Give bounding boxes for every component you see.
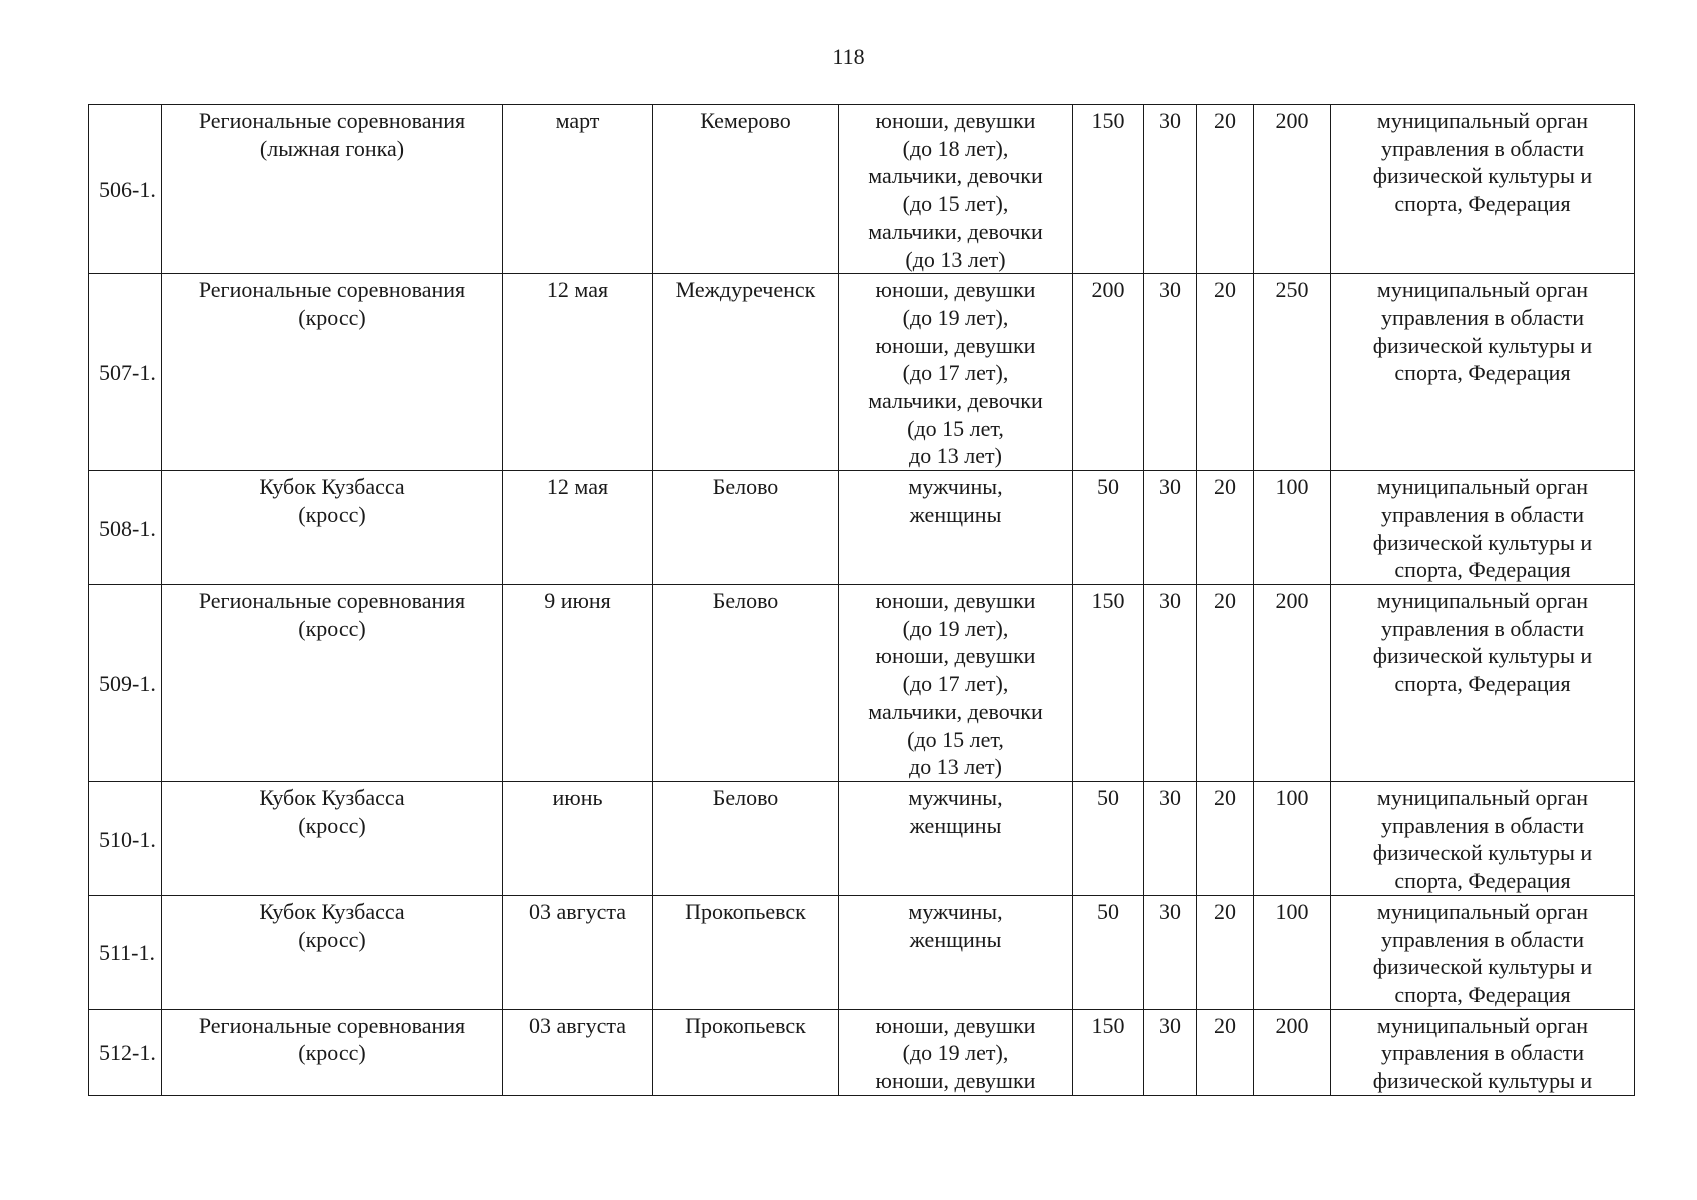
count-col-2: 30 bbox=[1144, 585, 1197, 782]
event-name: Региональные соревнования (кросс) bbox=[162, 274, 503, 471]
count-col-1: 50 bbox=[1073, 895, 1144, 1009]
event-date: 03 августа bbox=[503, 895, 653, 1009]
row-number: 508-1. bbox=[89, 471, 162, 585]
event-organizer: муниципальный орган управления в области физической культуры и спорта, Федерация bbox=[1331, 274, 1635, 471]
row-number: 511-1. bbox=[89, 895, 162, 1009]
count-col-1: 150 bbox=[1073, 105, 1144, 274]
event-participants: мужчины, женщины bbox=[839, 782, 1073, 896]
event-participants: юноши, девушки (до 19 лет), юноши, девушки (до 17 лет), мальчики, девочки (до 15 лет, до 13 лет) bbox=[839, 274, 1073, 471]
event-date: март bbox=[503, 105, 653, 274]
count-col-3: 20 bbox=[1197, 471, 1254, 585]
event-organizer: муниципальный орган управления в области физической культуры и спорта, Федерация bbox=[1331, 895, 1635, 1009]
event-place: Прокопьевск bbox=[653, 1009, 839, 1095]
event-place: Белово bbox=[653, 585, 839, 782]
table-row bbox=[89, 471, 1635, 585]
event-organizer: муниципальный орган управления в области физической культуры и спорта, Федерация bbox=[1331, 782, 1635, 896]
event-place: Кемерово bbox=[653, 105, 839, 274]
count-col-4: 100 bbox=[1254, 471, 1331, 585]
table-row bbox=[89, 1009, 1635, 1095]
event-place: Междуреченск bbox=[653, 274, 839, 471]
event-organizer: муниципальный орган управления в области физической культуры и bbox=[1331, 1009, 1635, 1095]
count-col-2: 30 bbox=[1144, 895, 1197, 1009]
table-row bbox=[89, 782, 1635, 896]
page-number: 118 bbox=[832, 44, 865, 69]
count-col-2: 30 bbox=[1144, 782, 1197, 896]
event-organizer: муниципальный орган управления в области физической культуры и спорта, Федерация bbox=[1331, 471, 1635, 585]
count-col-3: 20 bbox=[1197, 782, 1254, 896]
row-number: 510-1. bbox=[89, 782, 162, 896]
event-name: Региональные соревнования (кросс) bbox=[162, 585, 503, 782]
event-name: Кубок Кузбасса (кросс) bbox=[162, 471, 503, 585]
count-col-3: 20 bbox=[1197, 105, 1254, 274]
event-date: 9 июня bbox=[503, 585, 653, 782]
table-row bbox=[89, 105, 1635, 274]
event-name: Региональные соревнования (лыжная гонка) bbox=[162, 105, 503, 274]
event-participants: юноши, девушки (до 19 лет), юноши, девушки (до 17 лет), мальчики, девочки (до 15 лет, до 13 лет) bbox=[839, 585, 1073, 782]
row-number: 507-1. bbox=[89, 274, 162, 471]
row-number: 512-1. bbox=[89, 1009, 162, 1095]
count-col-2: 30 bbox=[1144, 274, 1197, 471]
event-organizer: муниципальный орган управления в области физической культуры и спорта, Федерация bbox=[1331, 585, 1635, 782]
event-date: 12 мая bbox=[503, 274, 653, 471]
events-table bbox=[88, 104, 1635, 1096]
event-place: Белово bbox=[653, 471, 839, 585]
event-name: Кубок Кузбасса (кросс) bbox=[162, 895, 503, 1009]
table-row bbox=[89, 895, 1635, 1009]
count-col-1: 50 bbox=[1073, 782, 1144, 896]
count-col-1: 150 bbox=[1073, 1009, 1144, 1095]
count-col-4: 100 bbox=[1254, 895, 1331, 1009]
table-row bbox=[89, 585, 1635, 782]
count-col-4: 200 bbox=[1254, 585, 1331, 782]
count-col-1: 50 bbox=[1073, 471, 1144, 585]
event-date: 12 мая bbox=[503, 471, 653, 585]
event-date: июнь bbox=[503, 782, 653, 896]
count-col-4: 250 bbox=[1254, 274, 1331, 471]
event-participants: юноши, девушки (до 18 лет), мальчики, девочки (до 15 лет), мальчики, девочки (до 13 лет) bbox=[839, 105, 1073, 274]
count-col-2: 30 bbox=[1144, 471, 1197, 585]
count-col-1: 150 bbox=[1073, 585, 1144, 782]
count-col-1: 200 bbox=[1073, 274, 1144, 471]
event-date: 03 августа bbox=[503, 1009, 653, 1095]
count-col-3: 20 bbox=[1197, 1009, 1254, 1095]
row-number: 509-1. bbox=[89, 585, 162, 782]
event-name: Региональные соревнования (кросс) bbox=[162, 1009, 503, 1095]
event-name: Кубок Кузбасса (кросс) bbox=[162, 782, 503, 896]
count-col-3: 20 bbox=[1197, 585, 1254, 782]
event-place: Белово bbox=[653, 782, 839, 896]
row-number: 506-1. bbox=[89, 105, 162, 274]
event-place: Прокопьевск bbox=[653, 895, 839, 1009]
event-organizer: муниципальный орган управления в области физической культуры и спорта, Федерация bbox=[1331, 105, 1635, 274]
event-participants: мужчины, женщины bbox=[839, 895, 1073, 1009]
event-participants: мужчины, женщины bbox=[839, 471, 1073, 585]
count-col-3: 20 bbox=[1197, 895, 1254, 1009]
table-row bbox=[89, 274, 1635, 471]
event-participants: юноши, девушки (до 19 лет), юноши, девушки bbox=[839, 1009, 1073, 1095]
count-col-4: 200 bbox=[1254, 1009, 1331, 1095]
count-col-4: 200 bbox=[1254, 105, 1331, 274]
count-col-2: 30 bbox=[1144, 105, 1197, 274]
count-col-3: 20 bbox=[1197, 274, 1254, 471]
count-col-2: 30 bbox=[1144, 1009, 1197, 1095]
count-col-4: 100 bbox=[1254, 782, 1331, 896]
